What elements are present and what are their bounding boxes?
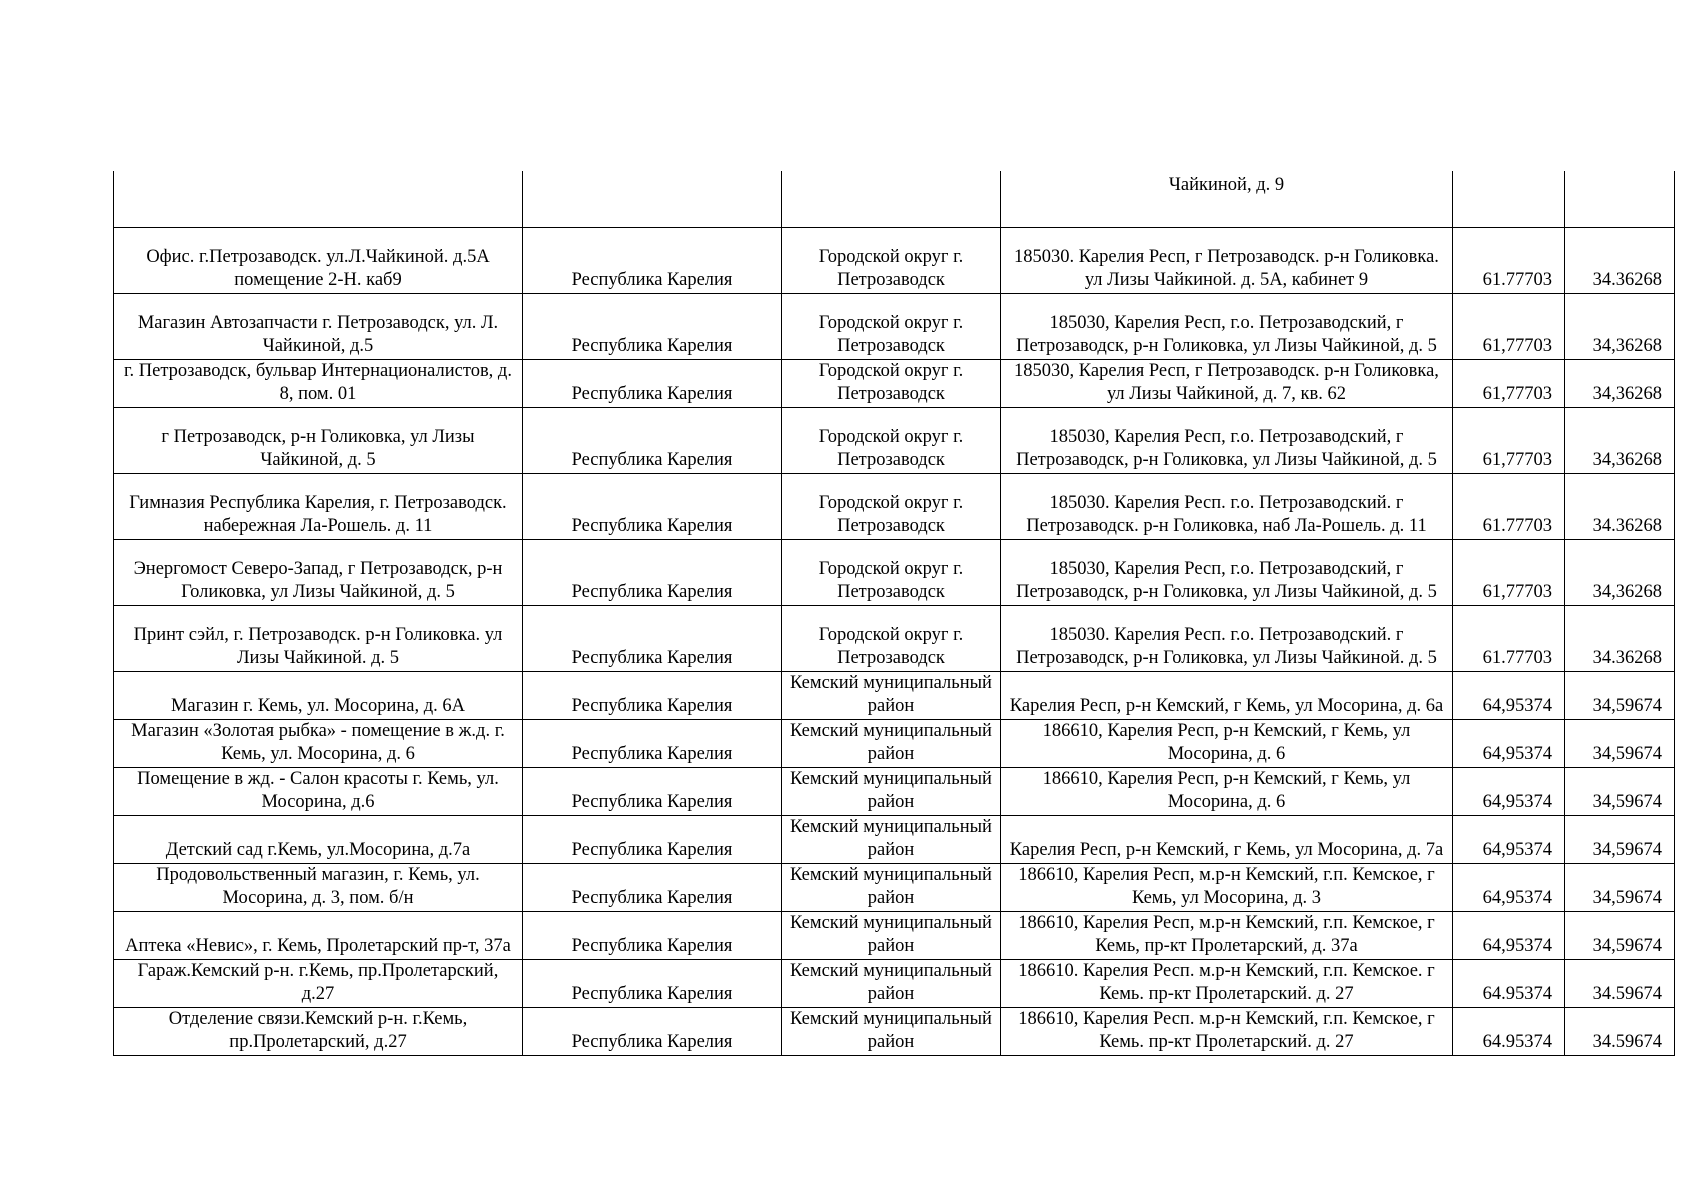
latitude-cell: 61,77703 <box>1453 540 1565 606</box>
longitude-cell: 34.59674 <box>1565 1008 1675 1056</box>
latitude-cell: 61,77703 <box>1453 408 1565 474</box>
table-row <box>114 864 1675 912</box>
longitude-cell: 34,59674 <box>1565 816 1675 864</box>
name-cell: Аптека «Невис», г. Кемь, Пролетарский пр-т, 37а <box>114 912 523 960</box>
longitude-cell: 34,59674 <box>1565 912 1675 960</box>
latitude-cell: 64,95374 <box>1453 672 1565 720</box>
table-body <box>114 171 1675 1056</box>
district-cell: Кемский муниципальный район <box>782 672 1001 720</box>
address-cell: 185030, Карелия Респ, г.о. Петрозаводский, г Петрозаводск, р-н Голиковка, ул Лизы Чайкиной, д. 5 <box>1001 408 1453 474</box>
latitude-cell: 64.95374 <box>1453 960 1565 1008</box>
longitude-cell: 34,36268 <box>1565 360 1675 408</box>
name-cell: г Петрозаводск, р-н Голиковка, ул Лизы Чайкиной, д. 5 <box>114 408 523 474</box>
district-cell: Кемский муниципальный район <box>782 1008 1001 1056</box>
address-cell: 185030, Карелия Респ, г.о. Петрозаводский, г Петрозаводск, р-н Голиковка, ул Лизы Чайкиной, д. 5 <box>1001 294 1453 360</box>
address-cell: 186610, Карелия Респ, р-н Кемский, г Кемь, ул Мосорина, д. 6 <box>1001 768 1453 816</box>
region-cell: Республика Карелия <box>523 816 782 864</box>
address-cell: 186610, Карелия Респ. м.р-н Кемский, г.п. Кемское, г Кемь. пр-кт Пролетарский. д. 27 <box>1001 1008 1453 1056</box>
longitude-cell: 34,36268 <box>1565 294 1675 360</box>
latitude-cell: 64,95374 <box>1453 816 1565 864</box>
latitude-cell: 64,95374 <box>1453 864 1565 912</box>
district-cell: Кемский муниципальный район <box>782 816 1001 864</box>
address-cell: 186610, Карелия Респ, м.р-н Кемский, г.п. Кемское, г Кемь, ул Мосорина, д. 3 <box>1001 864 1453 912</box>
latitude-cell: 61.77703 <box>1453 228 1565 294</box>
district-cell: Городской округ г. Петрозаводск <box>782 360 1001 408</box>
longitude-cell: 34,59674 <box>1565 720 1675 768</box>
name-cell: Помещение в жд. - Салон красоты г. Кемь, ул. Мосорина, д.6 <box>114 768 523 816</box>
region-cell: Республика Карелия <box>523 960 782 1008</box>
region-cell: Республика Карелия <box>523 474 782 540</box>
latitude-cell: 61.77703 <box>1453 606 1565 672</box>
longitude-cell: 34,36268 <box>1565 408 1675 474</box>
latitude-cell: 64,95374 <box>1453 912 1565 960</box>
district-cell: Кемский муниципальный район <box>782 720 1001 768</box>
longitude-cell: 34.36268 <box>1565 228 1675 294</box>
region-cell: Республика Карелия <box>523 606 782 672</box>
name-cell: Офис. г.Петрозаводск. ул.Л.Чайкиной. д.5А помещение 2-Н. каб9 <box>114 228 523 294</box>
latitude-cell: 64.95374 <box>1453 1008 1565 1056</box>
table-row <box>114 672 1675 720</box>
name-cell: Энергомост Северо-Запад, г Петрозаводск, р-н Голиковка, ул Лизы Чайкиной, д. 5 <box>114 540 523 606</box>
table-row <box>114 360 1675 408</box>
name-cell <box>114 171 523 228</box>
latitude-cell: 61,77703 <box>1453 360 1565 408</box>
address-cell: 185030. Карелия Респ. г.о. Петрозаводский. г Петрозаводск, р-н Голиковка, ул Лизы Чайкиной. д. 5 <box>1001 606 1453 672</box>
region-cell: Республика Карелия <box>523 768 782 816</box>
name-cell: Магазин «Золотая рыбка» - помещение в ж.д. г. Кемь, ул. Мосорина, д. 6 <box>114 720 523 768</box>
district-cell <box>782 171 1001 228</box>
table-row <box>114 474 1675 540</box>
address-cell: Чайкиной, д. 9 <box>1001 171 1453 228</box>
region-cell: Республика Карелия <box>523 672 782 720</box>
longitude-cell <box>1565 171 1675 228</box>
table-row <box>114 1008 1675 1056</box>
name-cell: Отделение связи.Кемский р-н. г.Кемь, пр.Пролетарский, д.27 <box>114 1008 523 1056</box>
district-cell: Городской округ г. Петрозаводск <box>782 540 1001 606</box>
longitude-cell: 34,59674 <box>1565 864 1675 912</box>
district-cell: Кемский муниципальный район <box>782 960 1001 1008</box>
table-row <box>114 228 1675 294</box>
address-cell: 185030. Карелия Респ, г Петрозаводск. р-н Голиковка. ул Лизы Чайкиной. д. 5А, кабинет 9 <box>1001 228 1453 294</box>
address-cell: 186610, Карелия Респ, р-н Кемский, г Кемь, ул Мосорина, д. 6 <box>1001 720 1453 768</box>
longitude-cell: 34.59674 <box>1565 960 1675 1008</box>
name-cell: Магазин Автозапчасти г. Петрозаводск, ул. Л. Чайкиной, д.5 <box>114 294 523 360</box>
name-cell: Гараж.Кемский р-н. г.Кемь, пр.Пролетарский, д.27 <box>114 960 523 1008</box>
name-cell: Гимназия Республика Карелия, г. Петрозаводск. набережная Ла-Рошель. д. 11 <box>114 474 523 540</box>
address-cell: 186610. Карелия Респ. м.р-н Кемский, г.п. Кемское. г Кемь. пр-кт Пролетарский. д. 27 <box>1001 960 1453 1008</box>
continuation-row <box>114 171 1675 228</box>
latitude-cell <box>1453 171 1565 228</box>
latitude-cell: 61,77703 <box>1453 294 1565 360</box>
table-row <box>114 768 1675 816</box>
addresses-table <box>113 171 1675 1056</box>
address-cell: 185030, Карелия Респ, г.о. Петрозаводский, г Петрозаводск, р-н Голиковка, ул Лизы Чайкиной, д. 5 <box>1001 540 1453 606</box>
region-cell: Республика Карелия <box>523 864 782 912</box>
address-cell: Карелия Респ, р-н Кемский, г Кемь, ул Мосорина, д. 6а <box>1001 672 1453 720</box>
table-row <box>114 606 1675 672</box>
longitude-cell: 34,59674 <box>1565 768 1675 816</box>
district-cell: Кемский муниципальный район <box>782 912 1001 960</box>
table-row <box>114 816 1675 864</box>
region-cell: Республика Карелия <box>523 912 782 960</box>
address-cell: Карелия Респ, р-н Кемский, г Кемь, ул Мосорина, д. 7а <box>1001 816 1453 864</box>
district-cell: Кемский муниципальный район <box>782 864 1001 912</box>
table-row <box>114 960 1675 1008</box>
latitude-cell: 61.77703 <box>1453 474 1565 540</box>
latitude-cell: 64,95374 <box>1453 768 1565 816</box>
district-cell: Городской округ г. Петрозаводск <box>782 294 1001 360</box>
region-cell: Республика Карелия <box>523 540 782 606</box>
district-cell: Кемский муниципальный район <box>782 768 1001 816</box>
table-row <box>114 294 1675 360</box>
longitude-cell: 34.36268 <box>1565 474 1675 540</box>
name-cell: г. Петрозаводск, бульвар Интернационалистов, д. 8, пом. 01 <box>114 360 523 408</box>
longitude-cell: 34,36268 <box>1565 540 1675 606</box>
region-cell: Республика Карелия <box>523 360 782 408</box>
table-row <box>114 408 1675 474</box>
name-cell: Детский сад г.Кемь, ул.Мосорина, д.7а <box>114 816 523 864</box>
name-cell: Принт сэйл, г. Петрозаводск. р-н Голиковка. ул Лизы Чайкиной. д. 5 <box>114 606 523 672</box>
name-cell: Магазин г. Кемь, ул. Мосорина, д. 6А <box>114 672 523 720</box>
region-cell: Республика Карелия <box>523 294 782 360</box>
table-row <box>114 720 1675 768</box>
district-cell: Городской округ г. Петрозаводск <box>782 228 1001 294</box>
region-cell: Республика Карелия <box>523 228 782 294</box>
region-cell <box>523 171 782 228</box>
district-cell: Городской округ г. Петрозаводск <box>782 606 1001 672</box>
table-row <box>114 540 1675 606</box>
region-cell: Республика Карелия <box>523 720 782 768</box>
address-cell: 185030. Карелия Респ. г.о. Петрозаводский. г Петрозаводск. р-н Голиковка, наб Ла-Рошель. д. 11 <box>1001 474 1453 540</box>
region-cell: Республика Карелия <box>523 1008 782 1056</box>
region-cell: Республика Карелия <box>523 408 782 474</box>
district-cell: Городской округ г. Петрозаводск <box>782 408 1001 474</box>
latitude-cell: 64,95374 <box>1453 720 1565 768</box>
longitude-cell: 34,59674 <box>1565 672 1675 720</box>
longitude-cell: 34.36268 <box>1565 606 1675 672</box>
district-cell: Городской округ г. Петрозаводск <box>782 474 1001 540</box>
address-cell: 186610, Карелия Респ, м.р-н Кемский, г.п. Кемское, г Кемь, пр-кт Пролетарский, д. 37а <box>1001 912 1453 960</box>
name-cell: Продовольственный магазин, г. Кемь, ул. Мосорина, д. 3, пом. б/н <box>114 864 523 912</box>
address-cell: 185030, Карелия Респ, г Петрозаводск. р-н Голиковка, ул Лизы Чайкиной, д. 7, кв. 62 <box>1001 360 1453 408</box>
table-row <box>114 912 1675 960</box>
